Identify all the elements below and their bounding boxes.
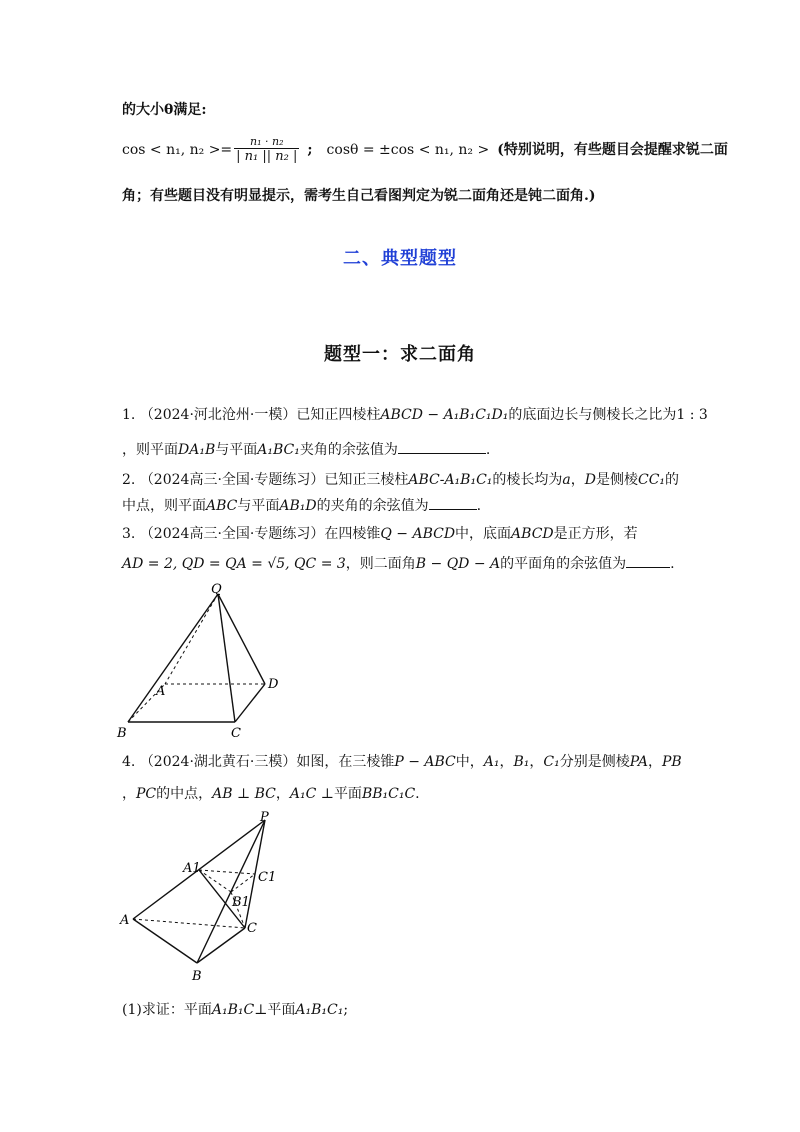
formula-fraction bbox=[234, 135, 299, 165]
problem-end: ; bbox=[343, 1002, 349, 1018]
answer-blank[interactable] bbox=[429, 497, 477, 510]
problem-text: 的夹角的余弦值为 bbox=[316, 498, 429, 514]
vertex-label-C: C bbox=[247, 921, 257, 936]
point-name: B₁ bbox=[513, 754, 530, 770]
problem-text: 中，底面 bbox=[455, 526, 512, 542]
point-name: A₁ bbox=[483, 754, 500, 770]
problem-4-line-2 bbox=[122, 784, 420, 804]
triangular-pyramid-figure bbox=[115, 808, 295, 988]
separator: ， bbox=[499, 754, 514, 770]
variable: D bbox=[584, 472, 596, 488]
problem-text: 平面 bbox=[333, 786, 362, 802]
problem-end: . bbox=[415, 786, 420, 802]
vertex-label-B: B bbox=[117, 726, 127, 741]
perp-symbol: ⊥ bbox=[254, 1002, 268, 1018]
edge-name: PA bbox=[629, 754, 648, 770]
problem-2-line-1 bbox=[122, 470, 679, 490]
formula-cos-left: cos < n₁, n₂ >= bbox=[122, 142, 233, 158]
problem-3-line-2 bbox=[122, 554, 675, 574]
problem-text: 如图，在三棱锥 bbox=[296, 754, 395, 770]
prism-name: ABCD − A₁B₁C₁D₁ bbox=[380, 407, 509, 423]
problem-text: 在四棱锥 bbox=[324, 526, 381, 542]
pyramid-name: Q − ABCD bbox=[380, 526, 456, 542]
plane-name: A₁BC₁ bbox=[257, 442, 300, 458]
answer-blank[interactable] bbox=[398, 441, 486, 454]
edge-QA bbox=[165, 594, 218, 684]
problem-text: 的中点， bbox=[156, 786, 213, 802]
intro-note-line bbox=[122, 186, 596, 206]
problem-text: 的棱长均为 bbox=[492, 472, 563, 488]
problem-1-line-1 bbox=[122, 405, 708, 425]
formula-line bbox=[122, 128, 728, 172]
problem-end: . bbox=[476, 498, 482, 514]
plane-name: BB₁C₁C bbox=[361, 786, 416, 802]
intro-text: 的大小θ满足: bbox=[122, 102, 207, 118]
problem-source: （2024高三·全国·专题练习） bbox=[139, 472, 325, 488]
edge-name: PC bbox=[136, 786, 157, 802]
prism-name: ABC-A₁B₁C₁ bbox=[408, 472, 493, 488]
vertex-label-C1: C1 bbox=[258, 870, 277, 885]
segment-A1C1 bbox=[199, 870, 255, 874]
point-name: C₁ bbox=[543, 754, 560, 770]
vertex-label-B: B bbox=[192, 969, 202, 984]
edge-QD bbox=[218, 594, 265, 684]
problem-end: . bbox=[670, 556, 675, 572]
problem-4-question-1 bbox=[122, 1000, 348, 1020]
edge-name: PB bbox=[661, 754, 682, 770]
problem-text: 与平面 bbox=[237, 498, 280, 514]
ratio: 1 : 3 bbox=[676, 407, 708, 423]
edge-AB bbox=[133, 919, 197, 963]
vertex-label-A1: A1 bbox=[183, 861, 201, 876]
vertex-label-C: C bbox=[231, 726, 241, 741]
plane-name: A₁B₁C₁ bbox=[295, 1002, 344, 1018]
problem-number: 3. bbox=[122, 526, 136, 542]
problem-number: 1. bbox=[122, 407, 136, 423]
problem-number: 4. bbox=[122, 754, 136, 770]
edge-CD bbox=[235, 684, 265, 722]
vertex-label-Q: Q bbox=[211, 582, 222, 597]
problem-text: ， bbox=[122, 786, 136, 802]
problem-text: 的 bbox=[665, 472, 680, 488]
formula-numerator: n₁ · n₂ bbox=[250, 135, 284, 148]
intro-note-b: 角；有些题目没有明显提示，需考生自己看图判定为锐二面角还是钝二面角.) bbox=[122, 188, 596, 204]
problem-text: 已知正四棱柱 bbox=[296, 407, 381, 423]
problem-source: （2024高三·全国·专题练习） bbox=[139, 526, 325, 542]
edge-AC bbox=[133, 919, 245, 928]
formula-separator: ; bbox=[307, 142, 313, 158]
problem-text: 已知正三棱柱 bbox=[324, 472, 409, 488]
problem-text: 中， bbox=[455, 754, 484, 770]
separator: ， bbox=[529, 754, 544, 770]
plane-name: A₁B₁C bbox=[211, 1002, 255, 1018]
perpendicular-relation: A₁C ⊥ bbox=[289, 786, 334, 802]
intro-line bbox=[122, 100, 207, 120]
dihedral-angle: B − QD − A bbox=[415, 556, 501, 572]
edge-name: CC₁ bbox=[638, 472, 666, 488]
problem-source: （2024·湖北黄石·三模） bbox=[139, 754, 297, 770]
segment-A1B1 bbox=[199, 870, 231, 892]
answer-blank[interactable] bbox=[626, 555, 670, 568]
formula-denominator: | n₁ || n₂ | bbox=[236, 149, 298, 164]
separator: ， bbox=[647, 754, 662, 770]
problem-end: . bbox=[485, 442, 491, 458]
problem-source: （2024·河北沧州·一模） bbox=[139, 407, 297, 423]
vertex-label-A: A bbox=[120, 913, 130, 928]
conditions: AD = 2, QD = QA = √5, QC = 3 bbox=[122, 556, 346, 572]
problem-4-line-1 bbox=[122, 752, 682, 772]
problem-text: ，则平面 bbox=[122, 442, 178, 458]
formula-theta: cosθ = ±cos < n₁, n₂ > bbox=[326, 142, 490, 158]
vertex-label-D: D bbox=[268, 677, 279, 692]
intro-note-a: (特别说明，有些题目会提醒求锐二面 bbox=[497, 142, 728, 158]
question-label: (1)求证：平面 bbox=[122, 1002, 212, 1018]
vertex-label-P: P bbox=[260, 810, 269, 825]
pyramid-figure bbox=[115, 580, 295, 750]
edge-QB bbox=[128, 594, 218, 722]
problem-number: 2. bbox=[122, 472, 136, 488]
edge-BC bbox=[197, 928, 245, 963]
edge-QC bbox=[218, 594, 235, 722]
problem-text: 夹角的余弦值为 bbox=[299, 442, 398, 458]
vertex-label-A: A bbox=[156, 684, 166, 699]
problem-text: 中点，则平面 bbox=[122, 498, 206, 514]
problem-text: ， bbox=[570, 472, 585, 488]
pyramid-name: P − ABC bbox=[394, 754, 456, 770]
problem-text: 的底面边长与侧棱长之比为 bbox=[508, 407, 677, 423]
problem-text: 与平面 bbox=[215, 442, 258, 458]
subheading: 题型一：求二面角 bbox=[324, 344, 476, 365]
problem-2-line-2 bbox=[122, 496, 481, 516]
base-name: ABCD bbox=[511, 526, 554, 542]
section-title: 二、典型题型 bbox=[343, 248, 457, 269]
variable: a bbox=[562, 472, 571, 488]
vertex-label-B1: B1 bbox=[232, 895, 250, 910]
plane-name: ABC bbox=[206, 498, 238, 514]
problem-text: 平面 bbox=[267, 1002, 296, 1018]
plane-name: AB₁D bbox=[279, 498, 317, 514]
plane-name: DA₁B bbox=[178, 442, 216, 458]
problem-text: 是侧棱 bbox=[596, 472, 638, 488]
problem-3-line-1 bbox=[122, 524, 638, 544]
problem-text: 的平面角的余弦值为 bbox=[500, 556, 627, 572]
problem-1-line-2 bbox=[122, 440, 490, 460]
perpendicular-relation: AB ⊥ BC bbox=[212, 786, 276, 802]
problem-text: 是正方形，若 bbox=[553, 526, 638, 542]
problem-text: ，则二面角 bbox=[345, 556, 416, 572]
separator: ， bbox=[275, 786, 290, 802]
problem-text: 分别是侧棱 bbox=[559, 754, 630, 770]
